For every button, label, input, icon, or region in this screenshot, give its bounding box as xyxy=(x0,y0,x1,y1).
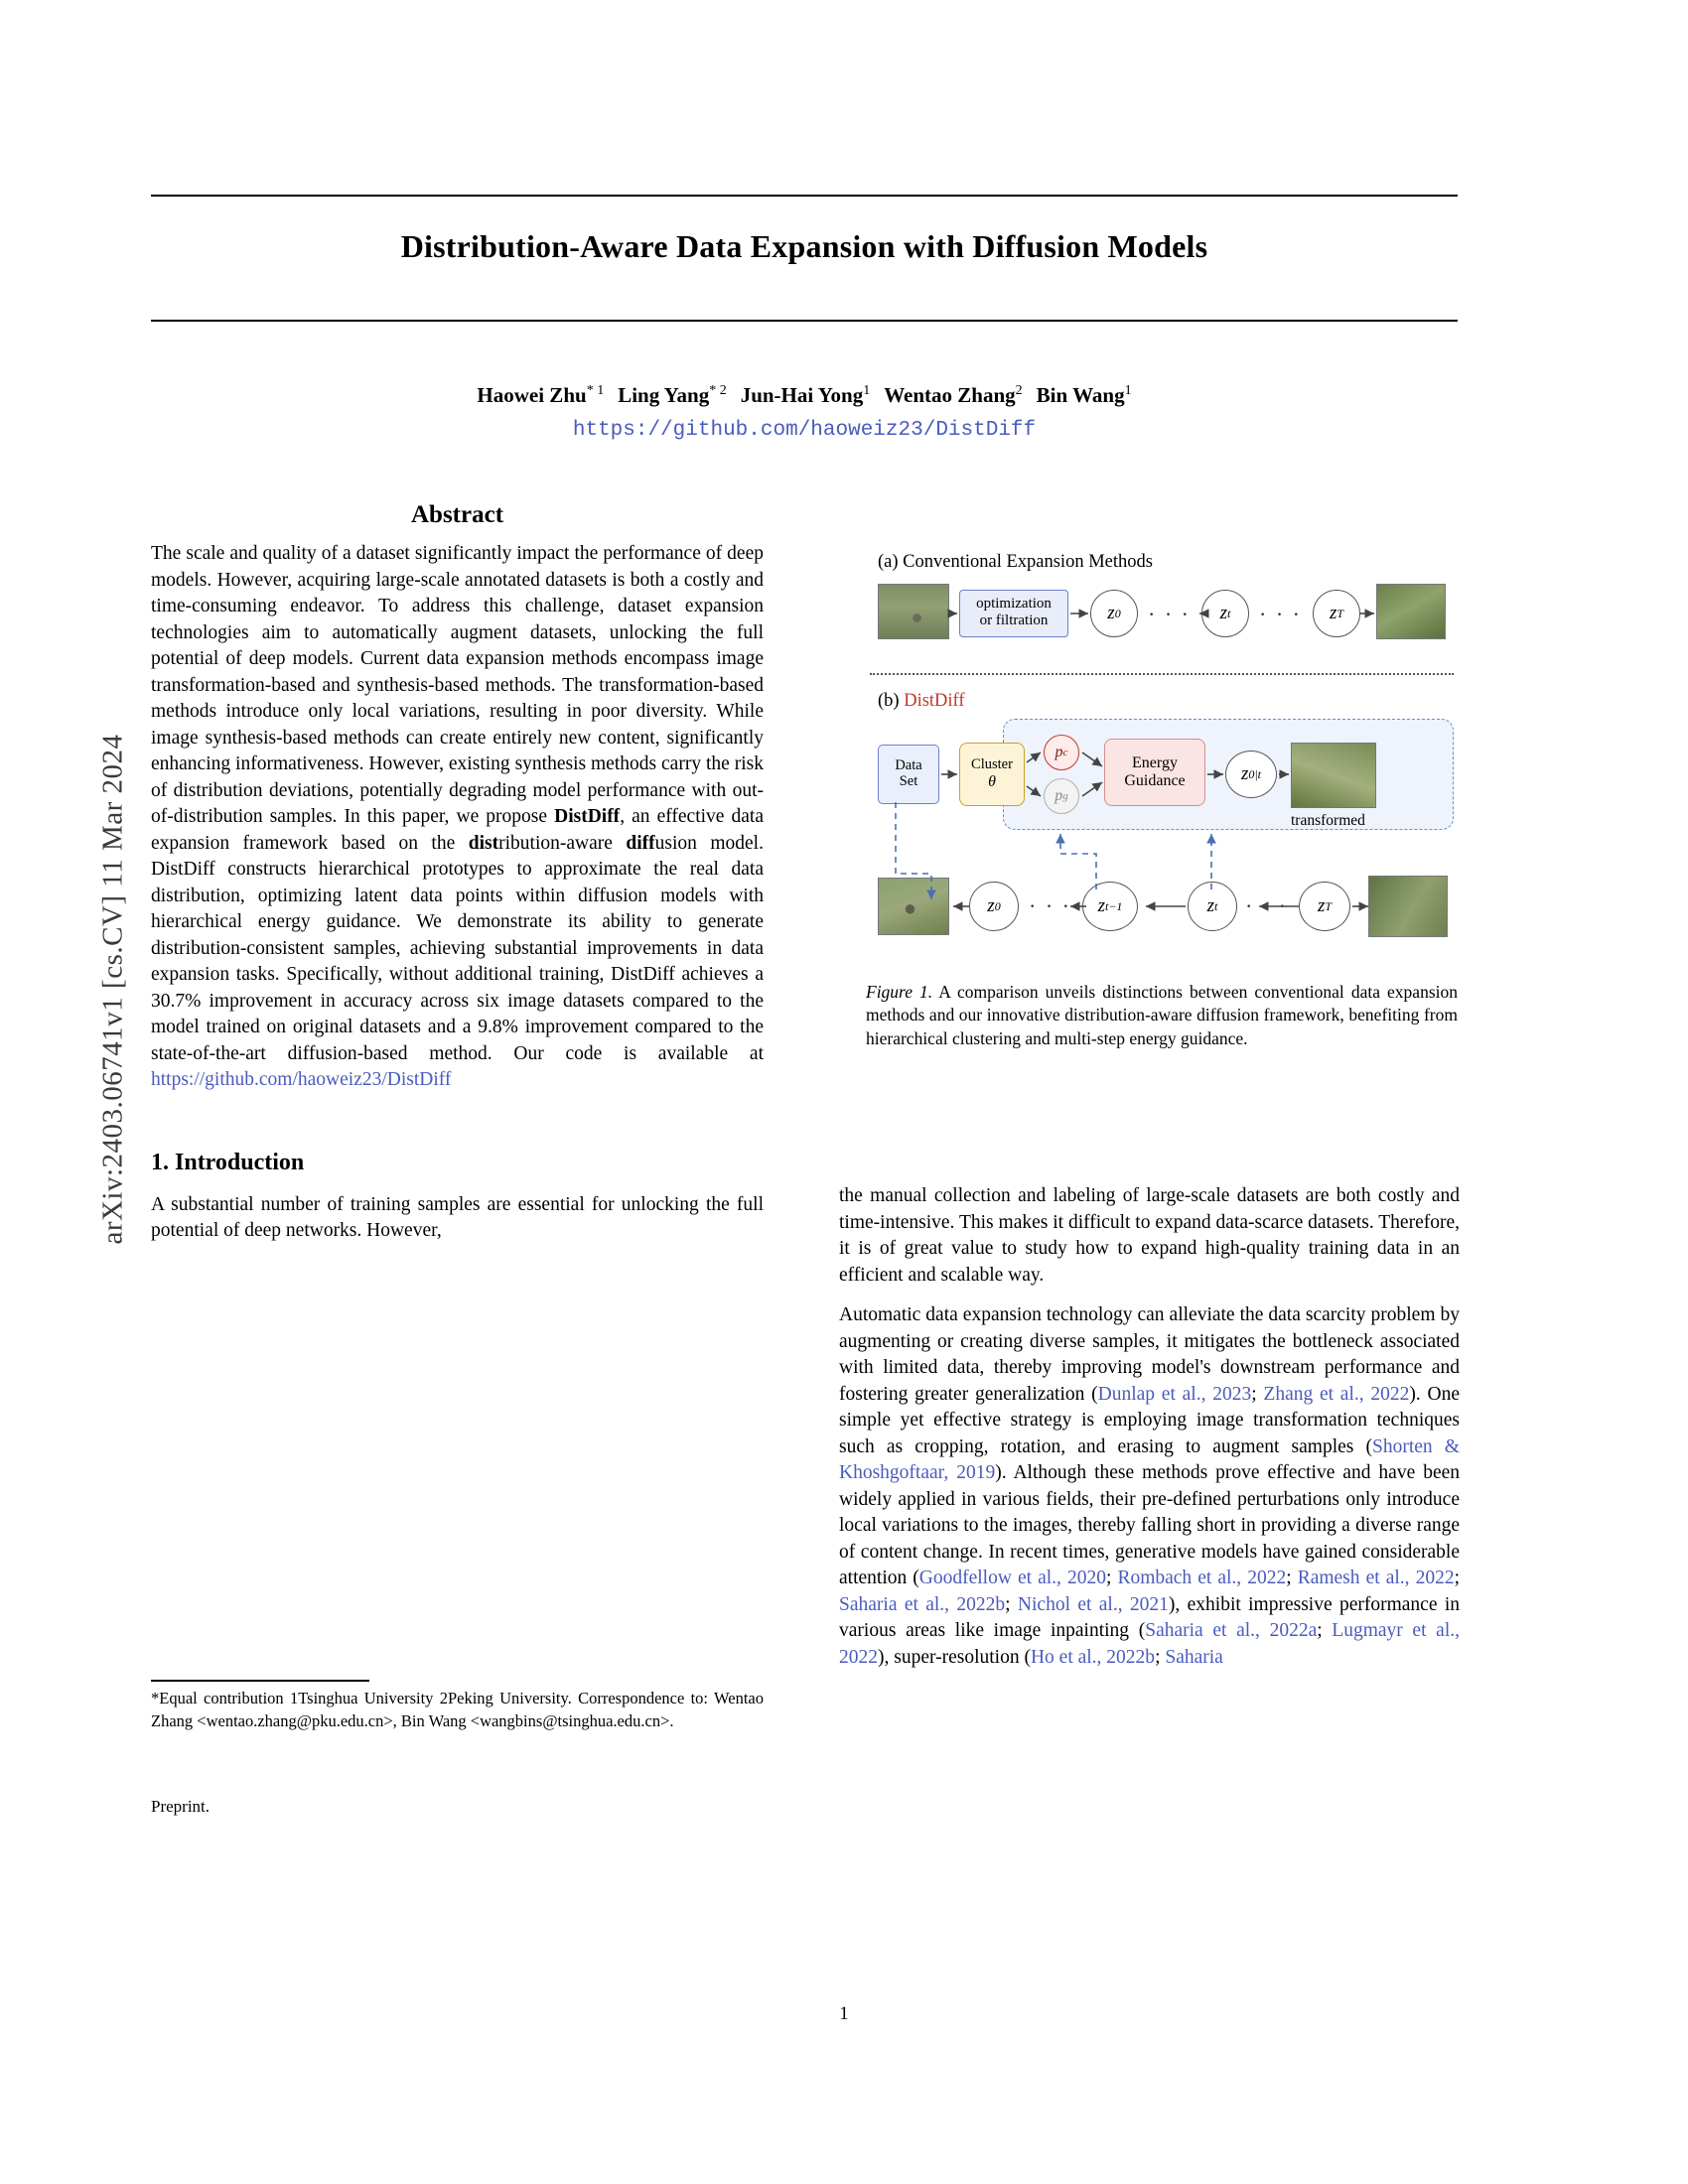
latent-node-zt-b: z t xyxy=(1188,882,1237,931)
optimization-box-line2: or filtration xyxy=(979,612,1049,628)
citation-sep-1: ; xyxy=(1251,1383,1264,1405)
citation-ho-2022b[interactable]: Ho et al., 2022b xyxy=(1030,1646,1156,1668)
figure-thumbnail-original-b xyxy=(878,878,949,935)
citation-dunlap-2023[interactable]: Dunlap et al., 2023 xyxy=(1097,1383,1252,1405)
title-rule-top xyxy=(151,195,1458,197)
optimization-box-line1: optimization xyxy=(976,596,1052,612)
latent-node-zT-a: z T xyxy=(1313,590,1360,637)
abstract-dist-bold: dist xyxy=(468,832,499,854)
latent-node-zt-a: z t xyxy=(1201,590,1249,637)
figure-panel-a-label: (a) Conventional Expansion Methods xyxy=(878,552,1153,572)
abstract-heading: Abstract xyxy=(410,501,504,528)
abstract-code-link[interactable]: https://github.com/haoweiz23/DistDiff xyxy=(151,1069,452,1091)
figure-panel-b-label xyxy=(878,691,965,712)
repository-link[interactable]: https://github.com/haoweiz23/DistDiff xyxy=(572,419,1037,442)
page-number: 1 xyxy=(839,2003,849,2024)
citation-saharia-2022b[interactable]: Saharia et al., 2022b xyxy=(839,1593,1006,1615)
author-3: Jun-Hai Yong$^1$ xyxy=(740,383,871,407)
citation-rombach-2022[interactable]: Rombach et al., 2022 xyxy=(1117,1568,1287,1589)
ellipsis-b-1: · · · xyxy=(1029,893,1071,918)
citation-shorten-2019[interactable]: Shorten & Khoshgoftaar, 2019 xyxy=(839,1435,1460,1484)
citation-nichol-2021[interactable]: Nichol et al., 2021 xyxy=(1017,1593,1169,1615)
intro-paragraph-3 xyxy=(839,1302,1460,1671)
citation-goodfellow-2020[interactable]: Goodfellow et al., 2020 xyxy=(918,1568,1106,1589)
citation-sep-5: ; xyxy=(1005,1593,1018,1615)
intro-p3-part-e: ), super-resolution ( xyxy=(878,1646,1031,1668)
footnote-divider xyxy=(151,1680,369,1682)
citation-lugmayr-2022[interactable]: Lugmayr et al., 2022 xyxy=(839,1620,1460,1668)
citation-sep-7: ; xyxy=(1155,1646,1166,1668)
panel-divider xyxy=(870,673,1454,675)
abstract-diff-bold: diff xyxy=(626,832,655,854)
title-rule-bottom xyxy=(151,320,1458,322)
figure-thumbnail-transformed xyxy=(1291,743,1376,808)
right-column xyxy=(839,1183,1460,1671)
cluster-box-line1: Cluster xyxy=(971,756,1013,773)
author-4: Wentao Zhang$^2$ xyxy=(884,383,1023,407)
dataset-box xyxy=(878,745,939,804)
citation-sep-2: ; xyxy=(1105,1568,1118,1589)
intro-p3-part-b: ). One simple yet effective strategy is employing image transformation techniques such as cropping, rotation, and erasing to augment samples ( xyxy=(839,1383,1461,1457)
abstract-text xyxy=(151,541,764,1094)
footnote-text: *Equal contribution 1Tsinghua University 2Peking University. Correspondence to: Wentao Zhang <wentao.zhang@pku.edu.cn>, Bin Wang <wangbins@tsinghua.edu.cn>. xyxy=(151,1689,764,1730)
ellipsis-a-1: · · · xyxy=(1148,602,1191,626)
left-column xyxy=(151,501,764,1245)
ellipsis-b-2: · · · xyxy=(1245,893,1288,918)
page-title: Distribution-Aware Data Expansion with Diffusion Models xyxy=(400,228,1208,264)
prototype-node-pg: p g xyxy=(1044,778,1079,814)
energy-guidance-box xyxy=(1104,739,1205,806)
figure-thumbnail-generated-a xyxy=(1376,584,1446,639)
abstract-distdiff-bold: DistDiff xyxy=(554,806,621,828)
citation-saharia-cont[interactable]: Saharia xyxy=(1165,1646,1223,1668)
citation-saharia-2022a[interactable]: Saharia et al., 2022a xyxy=(1145,1620,1318,1642)
citation-ramesh-2022[interactable]: Ramesh et al., 2022 xyxy=(1297,1568,1455,1589)
figure-caption xyxy=(866,981,1458,1050)
panel-b-prefix: (b) xyxy=(878,691,905,711)
citation-sep-3: ; xyxy=(1286,1568,1298,1589)
panel-b-name: DistDiff xyxy=(904,691,965,711)
figure-thumbnail-generated-b xyxy=(1368,876,1448,937)
intro-p3-part-d: ), exhibit impressive performance in various areas like image inpainting ( xyxy=(839,1593,1460,1642)
latent-node-z0-given-t: z 0|t xyxy=(1225,751,1277,798)
citation-zhang-2022[interactable]: Zhang et al., 2022 xyxy=(1263,1383,1410,1405)
section-heading-introduction: 1. Introduction xyxy=(151,1149,305,1175)
preprint-label: Preprint. xyxy=(151,1797,211,1816)
abstract-part-2: , an effective data expansion framework based on the xyxy=(151,806,764,854)
abstract-part-3: ribution-aware xyxy=(498,832,627,854)
latent-node-z0-b: z 0 xyxy=(969,882,1019,931)
author-2: Ling Yang$^{* 2}$ xyxy=(618,383,727,407)
introduction-paragraph-1: A substantial number of training samples are essential for unlocking the full potential of deep networks. However, xyxy=(151,1193,764,1242)
dataset-box-line2: Set xyxy=(899,773,918,789)
latent-node-zT-b: z T xyxy=(1299,882,1350,931)
author-5: Bin Wang$^1$ xyxy=(1036,383,1132,407)
figure-thumbnail-original-a xyxy=(878,584,949,639)
figure-caption-text: A comparison unveils distinctions between conventional data expansion methods and our innovative distribution-aware diffusion framework, benefiting from hierarchical clustering and multi-step energy guidance. xyxy=(866,982,1458,1048)
abstract-part-4: usion model. DistDiff constructs hierarchical prototypes to approximate the real data distribution, optimizing latent data points within diffusion models with hierarchical energy guidance. We demonstrate its ability to generate distribution-consistent samples, achieving substantial improvements in data expansion tasks. Specifically, without additional training, DistDiff achieves a 30.7% improvement in accuracy across six image datasets compared to the model trained on original datasets and a 9.8% improvement compared to the state-of-the-art diffusion-based method. Our code is available at xyxy=(151,832,764,1064)
citation-sep-4: ; xyxy=(1454,1568,1460,1589)
energy-box-line1: Energy xyxy=(1132,753,1178,771)
figure-caption-prefix: Figure 1. xyxy=(866,982,933,1002)
abstract-part-1: The scale and quality of a dataset significantly impact the performance of deep models. However, acquiring large-scale annotated datasets is both a costly and time-consuming endeavor. To address this challenge, dataset expansion technologies aim to automatically augment datasets, unlocking the full potential of deep models. Current data expansion methods encompass image transformation-based and synthesis-based methods. The transformation-based methods introduce only local variations, resulting in poor diversity. While image synthesis-based methods can create entirely new content, significantly enhancing informativeness. However, existing synthesis methods carry the risk of distribution deviations, potentially degrading model performance with out-of-distribution samples. In this paper, we propose xyxy=(151,543,764,828)
transformed-label: transformed xyxy=(1291,812,1365,829)
prototype-node-pc: p c xyxy=(1044,735,1079,770)
optimization-or-filtration-box xyxy=(959,590,1068,637)
author-1: Haowei Zhu$^{* 1}$ xyxy=(477,383,605,407)
arxiv-stamp: arXiv:2403.06741v1 [cs.CV] 11 Mar 2024 xyxy=(96,734,129,1245)
dataset-box-line1: Data xyxy=(895,757,922,774)
intro-p3-part-c: ). Although these methods prove effective and have been widely applied in various fields, their pre-defined perturbations only introduce local variations to the images, thereby falling short in providing a diverse range of content change. In recent times, generative models have gained considerable attention ( xyxy=(839,1462,1461,1589)
cluster-box xyxy=(959,743,1025,806)
cluster-box-theta: θ xyxy=(988,773,996,791)
citation-sep-6: ; xyxy=(1317,1620,1333,1642)
ellipsis-a-2: · · · xyxy=(1259,602,1302,626)
latent-node-z0-a: z 0 xyxy=(1090,590,1138,637)
latent-node-zt-minus-1: z t−1 xyxy=(1082,882,1138,931)
author-list xyxy=(151,383,1458,408)
intro-p3-part-a: Automatic data expansion technology can alleviate the data scarcity problem by augmenting or creating diverse samples, it mitigates the bottleneck associated with limited data, thereby improving model's downstream performance and fostering greater generalization ( xyxy=(839,1304,1460,1405)
intro-paragraph-2: the manual collection and labeling of large-scale datasets are both costly and time-intensive. This makes it difficult to expand data-scarce datasets. Therefore, it is of great value to study how to expand high-quality training data in an efficient and scalable way. xyxy=(839,1185,1460,1286)
energy-box-line2: Guidance xyxy=(1124,772,1186,789)
